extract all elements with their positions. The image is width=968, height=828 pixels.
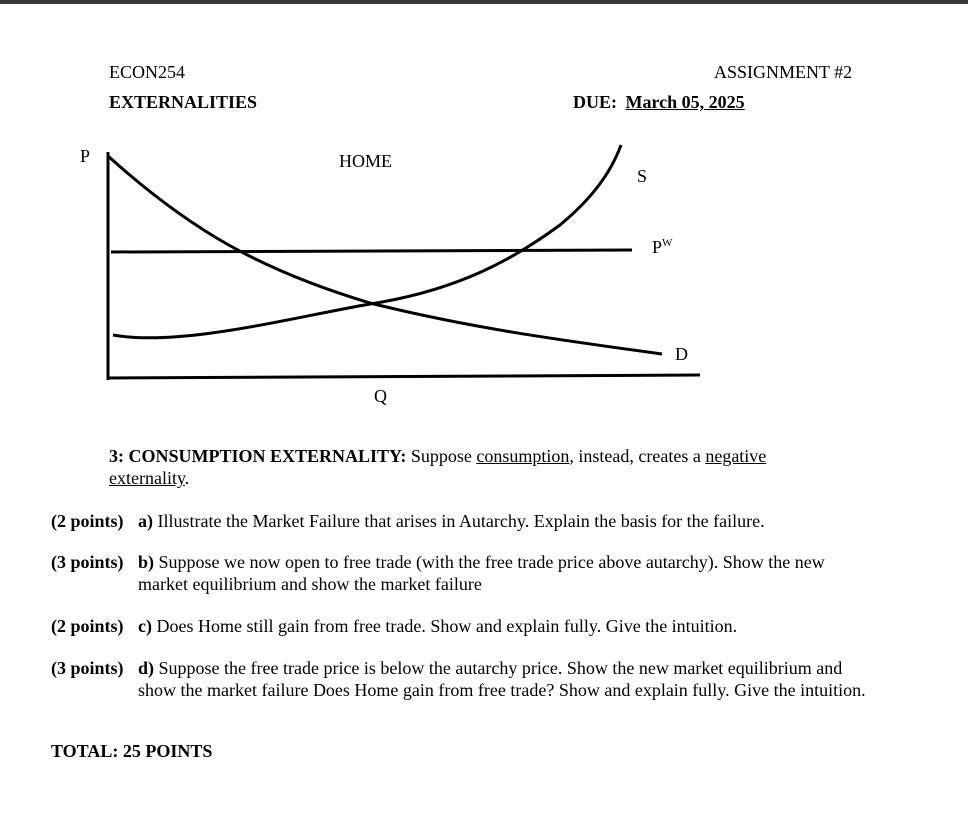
due-date: March 05, 2025 xyxy=(625,92,745,112)
graph-title: HOME xyxy=(339,151,392,171)
total-points: TOTAL: 25 POINTS xyxy=(51,741,213,761)
part-a xyxy=(0,510,968,534)
world-price-line xyxy=(111,250,632,252)
part-d-body: Suppose the free trade price is below the autarchy price. Show the new market equilibrium and show the market failure Does Home gain from free trade? Show and explain fully. Give the intuition. xyxy=(138,658,866,700)
part-a-points: (2 points) xyxy=(51,511,124,531)
part-d-letter: d) xyxy=(138,658,155,678)
question-text-end: . xyxy=(184,468,190,488)
y-axis-label: P xyxy=(80,146,91,166)
x-axis-label: Q xyxy=(374,386,387,406)
part-d-text xyxy=(138,657,868,701)
part-c xyxy=(0,615,968,639)
question-text-middle: , instead, creates a xyxy=(569,446,706,466)
underlined-externality: externality xyxy=(109,468,185,488)
supply-curve xyxy=(113,145,621,338)
underlined-consumption: consumption xyxy=(476,446,570,466)
part-b xyxy=(0,551,968,597)
course-code: ECON254 xyxy=(109,62,185,82)
part-c-points: (2 points) xyxy=(51,616,124,636)
assignment-number: ASSIGNMENT #2 xyxy=(714,62,853,82)
topic-title: EXTERNALITIES xyxy=(109,92,258,112)
question-title: 3: CONSUMPTION EXTERNALITY: xyxy=(109,446,407,466)
part-b-letter: b) xyxy=(138,552,155,572)
part-c-letter: c) xyxy=(138,616,152,636)
part-d xyxy=(0,657,968,725)
part-b-body: Suppose we now open to free trade (with the free trade price above autarchy). Show the new market equilibrium and show the market failure xyxy=(138,552,825,594)
world-price-superscript: W xyxy=(662,237,673,249)
part-a-letter: a) xyxy=(138,511,153,531)
part-c-body: Does Home still gain from free trade. Show and explain fully. Give the intuition. xyxy=(151,616,738,636)
part-a-text xyxy=(138,510,878,532)
due-label: DUE: xyxy=(573,92,617,112)
underlined-negative: negative xyxy=(705,446,767,466)
part-c-text xyxy=(138,615,878,637)
x-axis xyxy=(108,375,700,378)
question-text-before: Suppose xyxy=(406,446,477,466)
part-b-points: (3 points) xyxy=(51,552,124,572)
supply-label: S xyxy=(637,166,648,186)
demand-label: D xyxy=(675,344,688,364)
question-intro xyxy=(109,445,869,489)
world-price-label xyxy=(652,237,672,258)
demand-curve xyxy=(108,156,662,354)
part-d-points: (3 points) xyxy=(51,658,124,678)
part-b-text xyxy=(138,551,858,595)
world-price-letter: P xyxy=(652,237,663,257)
part-a-body: Illustrate the Market Failure that arises in Autarchy. Explain the basis for the failure. xyxy=(153,511,765,531)
